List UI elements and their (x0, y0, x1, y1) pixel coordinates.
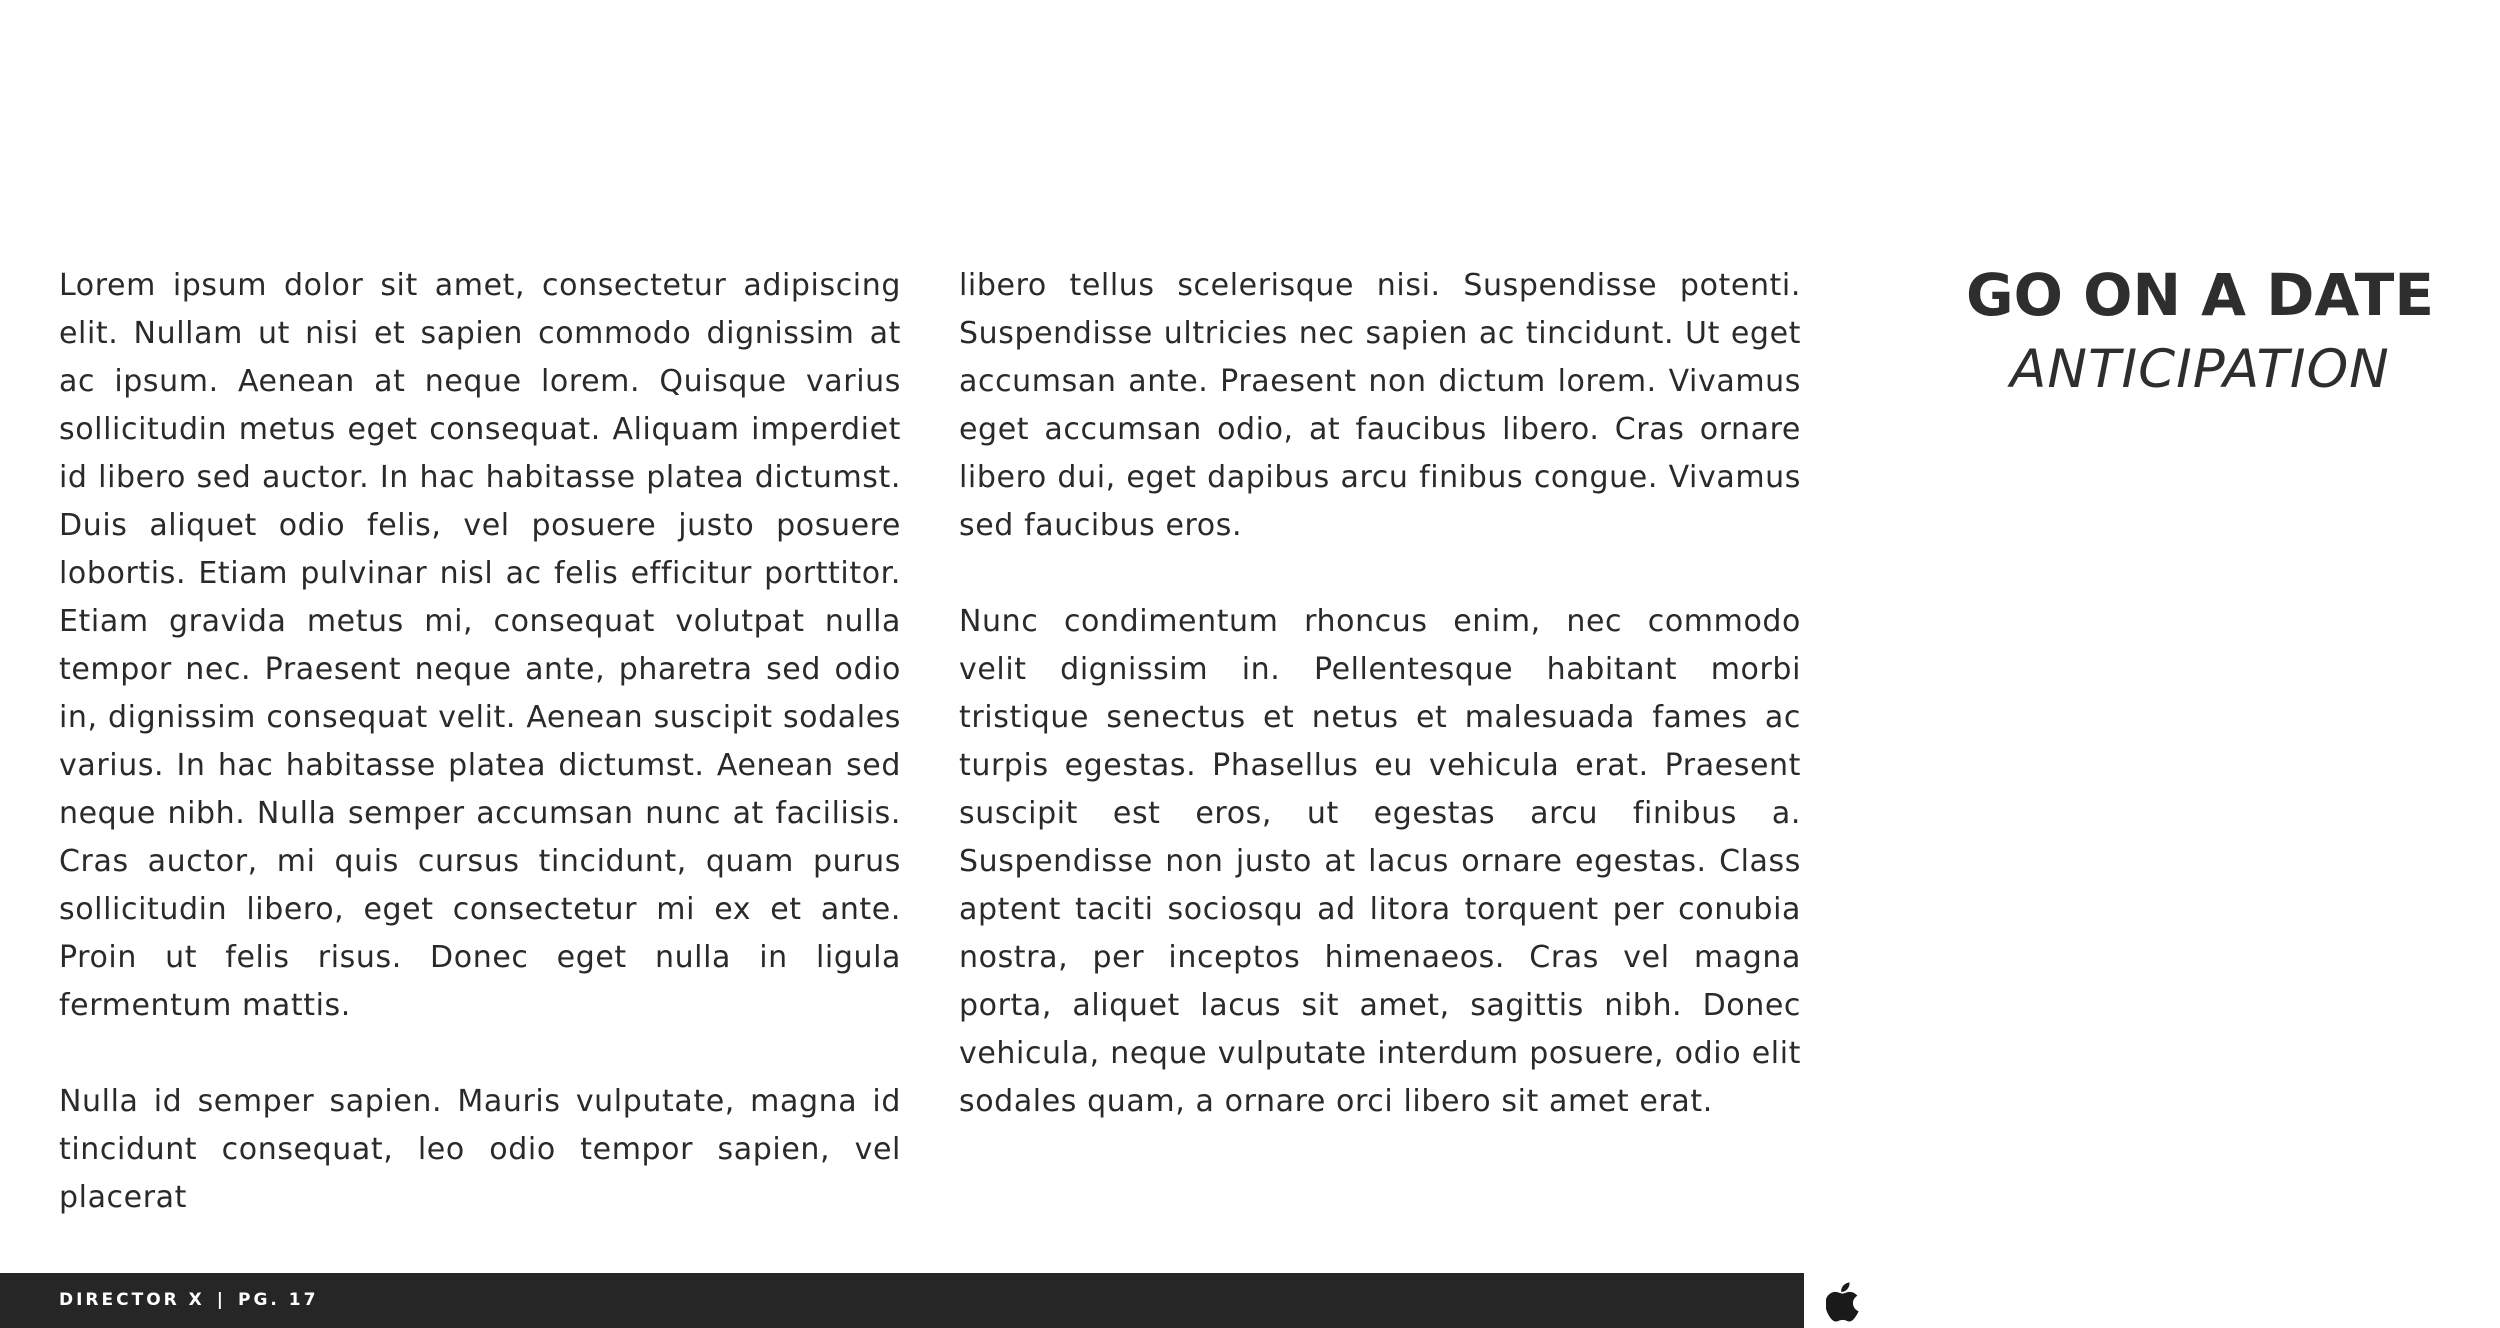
page-subtitle: ANTICIPATION (2010, 339, 2390, 400)
paragraph: Nunc condimentum rhoncus enim, nec commodo velit dignissim in. Pellentesque habitant morbi tristique senectus et netus et malesuada fames ac turpis egestas. Phasellus eu vehicula erat. Praesent suscipit est eros, ut egestas arcu finibus a. Suspendisse non justo at lacus ornare egestas. Class aptent taciti sociosqu ad litora torquent per conubia nostra, per inceptos himenaeos. Cras vel magna porta, aliquet lacus sit amet, sagittis nibh. Donec vehicula, neque vulputate interdum posuere, odio elit sodales quam, a ornare orci libero sit amet erat. (959, 604, 1801, 1119)
paragraph: Nulla id semper sapien. Mauris vulputate, magna id tincidunt consequat, leo odio tempor sapien, vel placerat (59, 1084, 901, 1215)
footer-bar (0, 1273, 1804, 1328)
apple-logo-icon (1826, 1282, 1860, 1322)
footer-separator: | (216, 1290, 226, 1310)
page-title: GO ON A DATE (1966, 261, 2434, 329)
footer-label (59, 1273, 318, 1328)
footer-page-number: PG. 17 (238, 1290, 319, 1310)
body-column-middle (959, 262, 1801, 1174)
paragraph: Lorem ipsum dolor sit amet, consectetur adipiscing elit. Nullam ut nisi et sapien commodo dignissim at ac ipsum. Aenean at neque lorem. Quisque varius sollicitudin metus eget consequat. Aliquam imperdiet id libero sed auctor. In hac habitasse platea dictumst. Duis aliquet odio felis, vel posuere justo posuere lobortis. Etiam pulvinar nisl ac felis efficitur porttitor. Etiam gravida metus mi, consequat volutpat nulla tempor nec. Praesent neque ante, pharetra sed odio in, dignissim consequat velit. Aenean suscipit sodales varius. In hac habitasse platea dictumst. Aenean sed neque nibh. Nulla semper accumsan nunc at facilisis. Cras auctor, mi quis cursus tincidunt, quam purus sollicitudin libero, eget consectetur mi ex et ante. Proin ut felis risus. Donec eget nulla in ligula fermentum mattis. (59, 268, 901, 1023)
body-column-left (59, 262, 901, 1270)
footer-document-name: DIRECTOR X (59, 1290, 205, 1310)
section-heading (1900, 255, 2500, 405)
paragraph: libero tellus scelerisque nisi. Suspendisse potenti. Suspendisse ultricies nec sapien ac tincidunt. Ut eget accumsan ante. Praesent non dictum lorem. Vivamus eget accumsan odio, at faucibus libero. Cras ornare libero dui, eget dapibus arcu finibus congue. Vivamus sed faucibus eros. (959, 268, 1801, 543)
